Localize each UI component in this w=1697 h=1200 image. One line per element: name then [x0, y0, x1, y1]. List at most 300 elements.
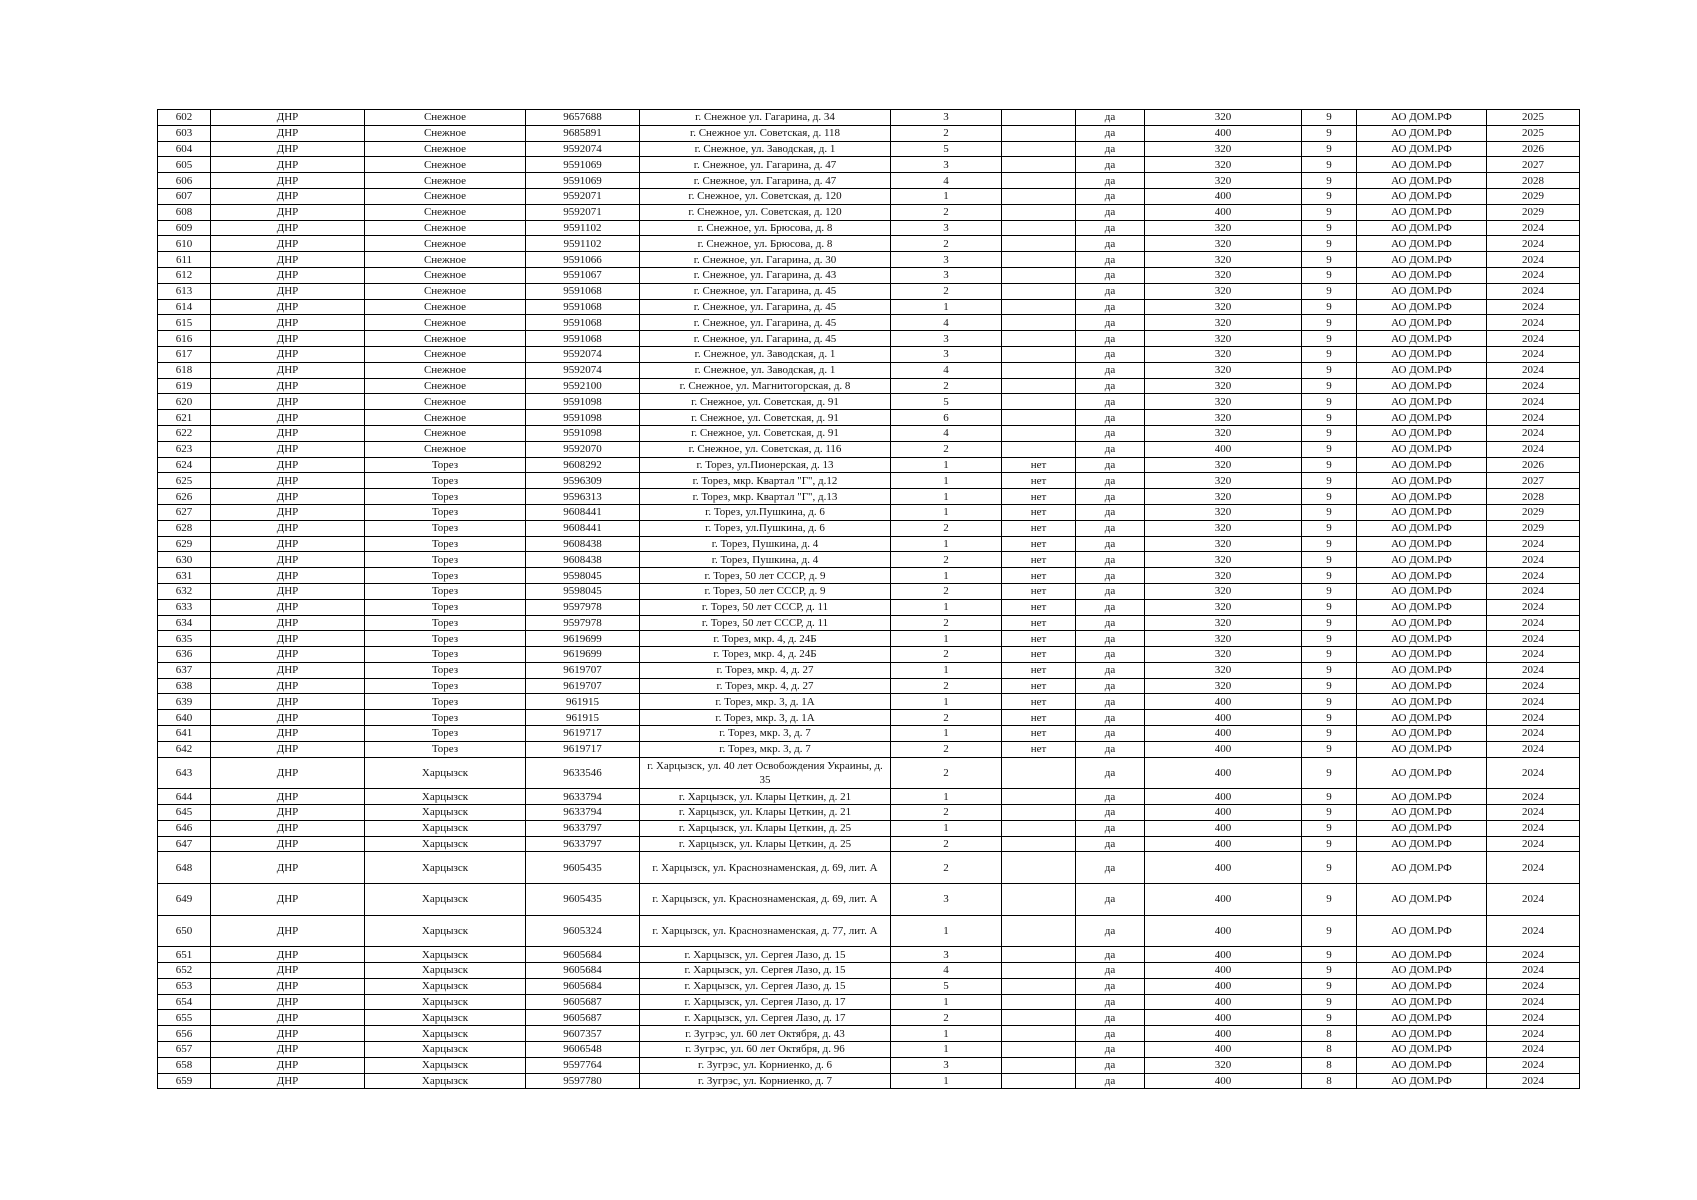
capacity-cell: 320 — [1145, 157, 1302, 173]
flag-cell — [1002, 125, 1076, 141]
table-row — [158, 441, 1580, 457]
floors-cell: 9 — [1302, 267, 1357, 283]
capacity-cell: 320 — [1145, 568, 1302, 584]
entrance-cell: 1 — [891, 1042, 1002, 1058]
flag-cell — [1002, 331, 1076, 347]
address-cell: г. Торез, Пушкина, д. 4 — [640, 552, 891, 568]
table-row — [158, 963, 1580, 979]
entrance-cell: 2 — [891, 204, 1002, 220]
year-cell: 2024 — [1487, 757, 1580, 789]
code-cell: 9608292 — [526, 457, 640, 473]
capacity-cell: 400 — [1145, 852, 1302, 884]
status-cell: да — [1076, 441, 1145, 457]
capacity-cell: 320 — [1145, 489, 1302, 505]
region-cell: ДНР — [211, 425, 365, 441]
code-cell: 9598045 — [526, 568, 640, 584]
flag-cell — [1002, 1057, 1076, 1073]
year-cell: 2028 — [1487, 489, 1580, 505]
city-cell: Торез — [365, 741, 526, 757]
operator-cell: АО ДОМ.РФ — [1357, 331, 1487, 347]
table-row — [158, 884, 1580, 916]
capacity-cell: 320 — [1145, 331, 1302, 347]
entrance-cell: 1 — [891, 568, 1002, 584]
floors-cell: 9 — [1302, 346, 1357, 362]
city-cell: Снежное — [365, 331, 526, 347]
row-number-cell: 635 — [158, 631, 211, 647]
operator-cell: АО ДОМ.РФ — [1357, 362, 1487, 378]
region-cell: ДНР — [211, 820, 365, 836]
table-row — [158, 331, 1580, 347]
operator-cell: АО ДОМ.РФ — [1357, 489, 1487, 505]
floors-cell: 9 — [1302, 378, 1357, 394]
entrance-cell: 2 — [891, 805, 1002, 821]
capacity-cell: 400 — [1145, 978, 1302, 994]
code-cell: 9633546 — [526, 757, 640, 789]
code-cell: 9605324 — [526, 915, 640, 947]
entrance-cell: 4 — [891, 173, 1002, 189]
operator-cell: АО ДОМ.РФ — [1357, 836, 1487, 852]
entrance-cell: 4 — [891, 362, 1002, 378]
table-row — [158, 757, 1580, 789]
table-row — [158, 710, 1580, 726]
floors-cell: 9 — [1302, 188, 1357, 204]
row-number-cell: 622 — [158, 425, 211, 441]
operator-cell: АО ДОМ.РФ — [1357, 441, 1487, 457]
flag-cell: нет — [1002, 473, 1076, 489]
entrance-cell: 5 — [891, 394, 1002, 410]
row-number-cell: 633 — [158, 599, 211, 615]
code-cell: 9596309 — [526, 473, 640, 489]
address-cell: г. Торез, ул.Пионерская, д. 13 — [640, 457, 891, 473]
table-row — [158, 315, 1580, 331]
code-cell: 961915 — [526, 710, 640, 726]
status-cell: да — [1076, 157, 1145, 173]
capacity-cell: 400 — [1145, 1042, 1302, 1058]
address-cell: г. Торез, 50 лет СССР, д. 11 — [640, 615, 891, 631]
status-cell: да — [1076, 552, 1145, 568]
flag-cell — [1002, 267, 1076, 283]
address-cell: г. Харцызск, ул. Сергея Лазо, д. 17 — [640, 994, 891, 1010]
city-cell: Торез — [365, 520, 526, 536]
row-number-cell: 603 — [158, 125, 211, 141]
operator-cell: АО ДОМ.РФ — [1357, 1026, 1487, 1042]
entrance-cell: 3 — [891, 346, 1002, 362]
region-cell: ДНР — [211, 331, 365, 347]
floors-cell: 9 — [1302, 884, 1357, 916]
city-cell: Снежное — [365, 236, 526, 252]
entrance-cell: 2 — [891, 647, 1002, 663]
flag-cell: нет — [1002, 536, 1076, 552]
row-number-cell: 628 — [158, 520, 211, 536]
capacity-cell: 320 — [1145, 252, 1302, 268]
status-cell: да — [1076, 204, 1145, 220]
row-number-cell: 616 — [158, 331, 211, 347]
region-cell: ДНР — [211, 362, 365, 378]
address-cell: г. Харцызск, ул. Сергея Лазо, д. 17 — [640, 1010, 891, 1026]
region-cell: ДНР — [211, 726, 365, 742]
operator-cell: АО ДОМ.РФ — [1357, 1010, 1487, 1026]
floors-cell: 9 — [1302, 647, 1357, 663]
floors-cell: 9 — [1302, 757, 1357, 789]
code-cell: 9597978 — [526, 615, 640, 631]
capacity-cell: 400 — [1145, 757, 1302, 789]
flag-cell — [1002, 1073, 1076, 1089]
address-cell: г. Снежное, ул. Гагарина, д. 47 — [640, 173, 891, 189]
capacity-cell: 400 — [1145, 741, 1302, 757]
code-cell: 9685891 — [526, 125, 640, 141]
row-number-cell: 608 — [158, 204, 211, 220]
city-cell: Снежное — [365, 252, 526, 268]
address-cell: г. Снежное, ул. Гагарина, д. 43 — [640, 267, 891, 283]
operator-cell: АО ДОМ.РФ — [1357, 647, 1487, 663]
operator-cell: АО ДОМ.РФ — [1357, 236, 1487, 252]
status-cell: да — [1076, 852, 1145, 884]
year-cell: 2024 — [1487, 220, 1580, 236]
city-cell: Торез — [365, 678, 526, 694]
operator-cell: АО ДОМ.РФ — [1357, 410, 1487, 426]
table-row — [158, 978, 1580, 994]
entrance-cell: 3 — [891, 110, 1002, 126]
row-number-cell: 614 — [158, 299, 211, 315]
region-cell: ДНР — [211, 173, 365, 189]
floors-cell: 9 — [1302, 694, 1357, 710]
address-cell: г. Торез, мкр. 3, д. 1А — [640, 694, 891, 710]
floors-cell: 9 — [1302, 741, 1357, 757]
address-cell: г. Снежное, ул. Советская, д. 91 — [640, 425, 891, 441]
table-row — [158, 678, 1580, 694]
table-row — [158, 125, 1580, 141]
flag-cell — [1002, 1010, 1076, 1026]
city-cell: Харцызск — [365, 1057, 526, 1073]
capacity-cell: 320 — [1145, 1057, 1302, 1073]
operator-cell: АО ДОМ.РФ — [1357, 267, 1487, 283]
region-cell: ДНР — [211, 489, 365, 505]
operator-cell: АО ДОМ.РФ — [1357, 473, 1487, 489]
city-cell: Торез — [365, 694, 526, 710]
region-cell: ДНР — [211, 1073, 365, 1089]
capacity-cell: 400 — [1145, 963, 1302, 979]
row-number-cell: 607 — [158, 188, 211, 204]
entrance-cell: 1 — [891, 504, 1002, 520]
region-cell: ДНР — [211, 599, 365, 615]
floors-cell: 9 — [1302, 157, 1357, 173]
city-cell: Торез — [365, 615, 526, 631]
code-cell: 9592100 — [526, 378, 640, 394]
region-cell: ДНР — [211, 236, 365, 252]
code-cell: 9608438 — [526, 536, 640, 552]
code-cell: 9607357 — [526, 1026, 640, 1042]
region-cell: ДНР — [211, 947, 365, 963]
floors-cell: 9 — [1302, 599, 1357, 615]
address-cell: г. Харцызск, ул. Клары Цеткин, д. 21 — [640, 789, 891, 805]
status-cell: да — [1076, 805, 1145, 821]
entrance-cell: 2 — [891, 441, 1002, 457]
table-row — [158, 820, 1580, 836]
flag-cell: нет — [1002, 457, 1076, 473]
entrance-cell: 1 — [891, 1073, 1002, 1089]
entrance-cell: 1 — [891, 299, 1002, 315]
region-cell: ДНР — [211, 441, 365, 457]
year-cell: 2027 — [1487, 473, 1580, 489]
operator-cell: АО ДОМ.РФ — [1357, 299, 1487, 315]
status-cell: да — [1076, 141, 1145, 157]
entrance-cell: 2 — [891, 283, 1002, 299]
table-row — [158, 915, 1580, 947]
capacity-cell: 400 — [1145, 1010, 1302, 1026]
code-cell: 9591098 — [526, 394, 640, 410]
capacity-cell: 320 — [1145, 346, 1302, 362]
region-cell: ДНР — [211, 504, 365, 520]
data-table — [157, 109, 1580, 1089]
row-number-cell: 637 — [158, 662, 211, 678]
code-cell: 9597978 — [526, 599, 640, 615]
city-cell: Снежное — [365, 283, 526, 299]
region-cell: ДНР — [211, 410, 365, 426]
table-row — [158, 188, 1580, 204]
capacity-cell: 320 — [1145, 583, 1302, 599]
row-number-cell: 649 — [158, 884, 211, 916]
entrance-cell: 3 — [891, 220, 1002, 236]
region-cell: ДНР — [211, 583, 365, 599]
address-cell: г. Торез, мкр. Квартал "Г", д.12 — [640, 473, 891, 489]
table-row — [158, 994, 1580, 1010]
status-cell: да — [1076, 536, 1145, 552]
row-number-cell: 639 — [158, 694, 211, 710]
operator-cell: АО ДОМ.РФ — [1357, 978, 1487, 994]
operator-cell: АО ДОМ.РФ — [1357, 315, 1487, 331]
floors-cell: 9 — [1302, 536, 1357, 552]
capacity-cell: 400 — [1145, 726, 1302, 742]
table-row — [158, 204, 1580, 220]
capacity-cell: 320 — [1145, 267, 1302, 283]
flag-cell: нет — [1002, 504, 1076, 520]
entrance-cell: 1 — [891, 789, 1002, 805]
code-cell: 9591098 — [526, 425, 640, 441]
entrance-cell: 3 — [891, 947, 1002, 963]
year-cell: 2027 — [1487, 157, 1580, 173]
flag-cell — [1002, 394, 1076, 410]
status-cell: да — [1076, 726, 1145, 742]
capacity-cell: 320 — [1145, 141, 1302, 157]
row-number-cell: 645 — [158, 805, 211, 821]
year-cell: 2029 — [1487, 188, 1580, 204]
entrance-cell: 2 — [891, 852, 1002, 884]
status-cell: да — [1076, 947, 1145, 963]
table-row — [158, 947, 1580, 963]
floors-cell: 9 — [1302, 236, 1357, 252]
row-number-cell: 620 — [158, 394, 211, 410]
code-cell: 9633794 — [526, 789, 640, 805]
flag-cell — [1002, 346, 1076, 362]
code-cell: 9605435 — [526, 852, 640, 884]
city-cell: Снежное — [365, 441, 526, 457]
city-cell: Харцызск — [365, 994, 526, 1010]
address-cell: г. Торез, мкр. 4, д. 24Б — [640, 647, 891, 663]
region-cell: ДНР — [211, 473, 365, 489]
code-cell: 9608441 — [526, 520, 640, 536]
table-row — [158, 615, 1580, 631]
flag-cell — [1002, 978, 1076, 994]
capacity-cell: 400 — [1145, 1026, 1302, 1042]
flag-cell — [1002, 299, 1076, 315]
entrance-cell: 3 — [891, 884, 1002, 916]
entrance-cell: 1 — [891, 188, 1002, 204]
address-cell: г. Харцызск, ул. Клары Цеткин, д. 25 — [640, 836, 891, 852]
floors-cell: 9 — [1302, 362, 1357, 378]
status-cell: да — [1076, 315, 1145, 331]
address-cell: г. Снежное ул. Советская, д. 118 — [640, 125, 891, 141]
address-cell: г. Зугрэс, ул. Корниенко, д. 7 — [640, 1073, 891, 1089]
flag-cell — [1002, 789, 1076, 805]
entrance-cell: 3 — [891, 252, 1002, 268]
floors-cell: 9 — [1302, 805, 1357, 821]
status-cell: да — [1076, 820, 1145, 836]
entrance-cell: 5 — [891, 141, 1002, 157]
floors-cell: 9 — [1302, 789, 1357, 805]
region-cell: ДНР — [211, 647, 365, 663]
operator-cell: АО ДОМ.РФ — [1357, 694, 1487, 710]
operator-cell: АО ДОМ.РФ — [1357, 710, 1487, 726]
address-cell: г. Снежное, ул. Заводская, д. 1 — [640, 362, 891, 378]
city-cell: Торез — [365, 599, 526, 615]
code-cell: 9633797 — [526, 836, 640, 852]
table-row — [158, 252, 1580, 268]
floors-cell: 9 — [1302, 678, 1357, 694]
status-cell: да — [1076, 884, 1145, 916]
address-cell: г. Снежное, ул. Гагарина, д. 45 — [640, 331, 891, 347]
year-cell: 2025 — [1487, 125, 1580, 141]
code-cell: 9596313 — [526, 489, 640, 505]
address-cell: г. Торез, ул.Пушкина, д. 6 — [640, 520, 891, 536]
operator-cell: АО ДОМ.РФ — [1357, 378, 1487, 394]
entrance-cell: 1 — [891, 1026, 1002, 1042]
status-cell: да — [1076, 125, 1145, 141]
year-cell: 2024 — [1487, 378, 1580, 394]
region-cell: ДНР — [211, 568, 365, 584]
capacity-cell: 320 — [1145, 520, 1302, 536]
city-cell: Торез — [365, 473, 526, 489]
operator-cell: АО ДОМ.РФ — [1357, 536, 1487, 552]
city-cell: Снежное — [365, 125, 526, 141]
region-cell: ДНР — [211, 694, 365, 710]
operator-cell: АО ДОМ.РФ — [1357, 852, 1487, 884]
region-cell: ДНР — [211, 378, 365, 394]
table-row — [158, 1026, 1580, 1042]
entrance-cell: 2 — [891, 1010, 1002, 1026]
year-cell: 2024 — [1487, 678, 1580, 694]
code-cell: 9605684 — [526, 978, 640, 994]
year-cell: 2024 — [1487, 568, 1580, 584]
operator-cell: АО ДОМ.РФ — [1357, 110, 1487, 126]
capacity-cell: 320 — [1145, 599, 1302, 615]
year-cell: 2024 — [1487, 1042, 1580, 1058]
flag-cell — [1002, 757, 1076, 789]
capacity-cell: 320 — [1145, 425, 1302, 441]
table-row — [158, 378, 1580, 394]
region-cell: ДНР — [211, 283, 365, 299]
capacity-cell: 400 — [1145, 441, 1302, 457]
floors-cell: 9 — [1302, 552, 1357, 568]
address-cell: г. Харцызск, ул. Клары Цеткин, д. 21 — [640, 805, 891, 821]
table-row — [158, 394, 1580, 410]
capacity-cell: 320 — [1145, 678, 1302, 694]
year-cell: 2024 — [1487, 536, 1580, 552]
row-number-cell: 636 — [158, 647, 211, 663]
city-cell: Харцызск — [365, 1042, 526, 1058]
address-cell: г. Снежное, ул. Советская, д. 120 — [640, 204, 891, 220]
code-cell: 9591068 — [526, 315, 640, 331]
entrance-cell: 4 — [891, 315, 1002, 331]
flag-cell — [1002, 157, 1076, 173]
operator-cell: АО ДОМ.РФ — [1357, 283, 1487, 299]
year-cell: 2028 — [1487, 173, 1580, 189]
city-cell: Торез — [365, 489, 526, 505]
operator-cell: АО ДОМ.РФ — [1357, 1073, 1487, 1089]
region-cell: ДНР — [211, 757, 365, 789]
address-cell: г. Торез, 50 лет СССР, д. 9 — [640, 583, 891, 599]
table-row — [158, 647, 1580, 663]
floors-cell: 9 — [1302, 978, 1357, 994]
city-cell: Харцызск — [365, 805, 526, 821]
flag-cell: нет — [1002, 710, 1076, 726]
row-number-cell: 606 — [158, 173, 211, 189]
region-cell: ДНР — [211, 994, 365, 1010]
city-cell: Харцызск — [365, 915, 526, 947]
entrance-cell: 2 — [891, 236, 1002, 252]
row-number-cell: 653 — [158, 978, 211, 994]
code-cell: 9605687 — [526, 994, 640, 1010]
year-cell: 2024 — [1487, 726, 1580, 742]
capacity-cell: 320 — [1145, 378, 1302, 394]
row-number-cell: 604 — [158, 141, 211, 157]
operator-cell: АО ДОМ.РФ — [1357, 125, 1487, 141]
code-cell: 9619707 — [526, 662, 640, 678]
row-number-cell: 659 — [158, 1073, 211, 1089]
flag-cell — [1002, 441, 1076, 457]
status-cell: да — [1076, 267, 1145, 283]
region-cell: ДНР — [211, 204, 365, 220]
capacity-cell: 320 — [1145, 236, 1302, 252]
code-cell: 9597764 — [526, 1057, 640, 1073]
row-number-cell: 617 — [158, 346, 211, 362]
floors-cell: 8 — [1302, 1026, 1357, 1042]
address-cell: г. Торез, 50 лет СССР, д. 11 — [640, 599, 891, 615]
address-cell: г. Харцызск, ул. Клары Цеткин, д. 25 — [640, 820, 891, 836]
address-cell: г. Снежное, ул. Советская, д. 91 — [640, 410, 891, 426]
capacity-cell: 320 — [1145, 631, 1302, 647]
operator-cell: АО ДОМ.РФ — [1357, 1042, 1487, 1058]
operator-cell: АО ДОМ.РФ — [1357, 394, 1487, 410]
operator-cell: АО ДОМ.РФ — [1357, 741, 1487, 757]
flag-cell — [1002, 362, 1076, 378]
address-cell: г. Снежное, ул. Брюсова, д. 8 — [640, 236, 891, 252]
entrance-cell: 2 — [891, 552, 1002, 568]
year-cell: 2024 — [1487, 631, 1580, 647]
flag-cell — [1002, 173, 1076, 189]
region-cell: ДНР — [211, 678, 365, 694]
capacity-cell: 320 — [1145, 299, 1302, 315]
flag-cell — [1002, 236, 1076, 252]
row-number-cell: 642 — [158, 741, 211, 757]
year-cell: 2026 — [1487, 457, 1580, 473]
flag-cell — [1002, 947, 1076, 963]
address-cell: г. Снежное, ул. Советская, д. 120 — [640, 188, 891, 204]
floors-cell: 9 — [1302, 947, 1357, 963]
year-cell: 2024 — [1487, 852, 1580, 884]
region-cell: ДНР — [211, 836, 365, 852]
flag-cell: нет — [1002, 520, 1076, 536]
entrance-cell: 1 — [891, 820, 1002, 836]
